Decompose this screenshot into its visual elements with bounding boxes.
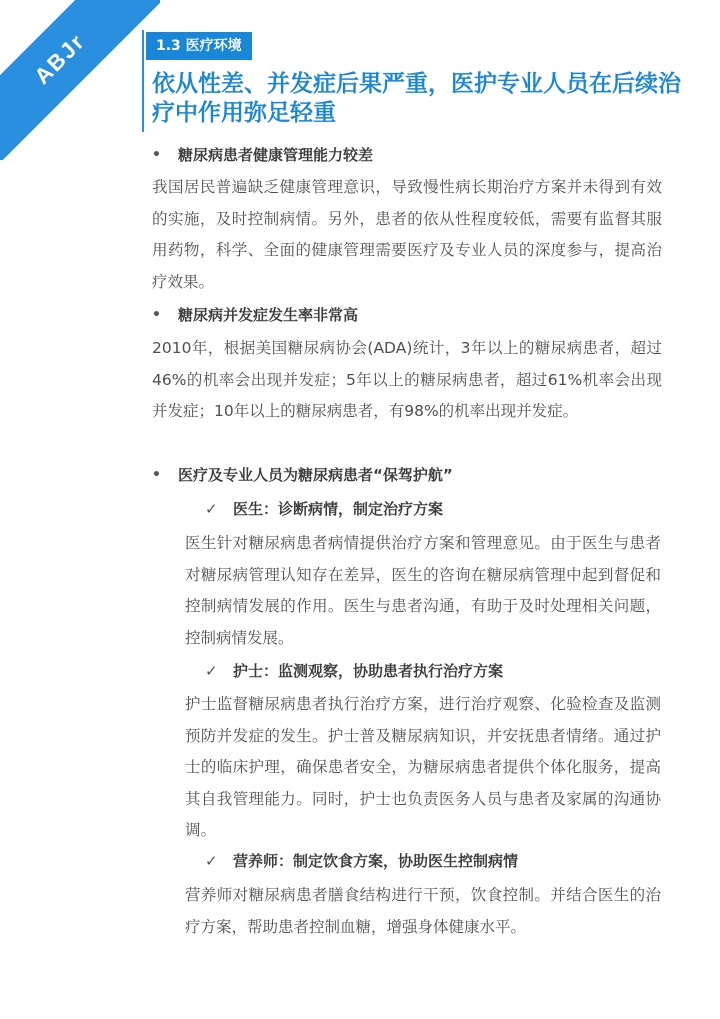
bullet-icon: • [152,466,161,483]
bullet-heading-text: 糖尿病并发症发生率非常高 [178,306,359,324]
bullet-heading-2 [152,304,358,325]
sub-heading-nurse [205,660,503,681]
corner-ribbon [0,0,160,160]
paragraph-2: 2010年，根据美国糖尿病协会(ADA)统计，3年以上的糖尿病患者，超过46%的机率会出现并发症；5年以上的糖尿病患者，超过61%机率会出现并发症；10年以上的糖尿病患者，有98%的机率出现并发症。 [152,339,662,420]
paragraph-nurse: 护士监督糖尿病患者执行治疗方案，进行治疗观察、化验检查及监测预防并发症的发生。护士普及糖尿病知识，并安抚患者情绪。通过护士的临床护理，确保患者安全，为糖尿病患者提供个体化服务，提高其自我管理能力。同时，护士也负责医务人员与患者及家属的沟通协调。 [185,695,661,839]
bullet-icon: • [152,306,161,323]
sub-heading-dietitian [205,850,518,871]
paragraph-1: 我国居民普遍缺乏健康管理意识，导致慢性病长期治疗方案并未得到有效的实施，及时控制病情。另外，患者的依从性程度较低，需要有监督其服用药物，科学、全面的健康管理需要医疗及专业人员的深度参与，提高治疗效果。 [152,178,662,291]
bullet-heading-text: 医疗及专业人员为糖尿病患者“保驾护航” [178,466,453,484]
check-icon: ✓ [205,499,218,518]
bullet-icon: • [152,146,161,163]
section-tag: 1.3 医疗环境 [146,32,252,60]
title-accent-bar [142,30,144,132]
paragraph-dietitian: 营养师对糖尿病患者膳食结构进行干预，饮食控制。并结合医生的治疗方案，帮助患者控制血糖，增强身体健康水平。 [185,886,661,936]
paragraph-doctor: 医生针对糖尿病患者病情提供治疗方案和管理意见。由于医生与患者对糖尿病管理认知存在差异，医生的咨询在糖尿病管理中起到督促和控制病情发展的作用。医生与患者沟通，有助于及时处理相关问题，控制病情发展。 [185,534,661,647]
ribbon-logo [0,0,160,160]
check-icon: ✓ [205,851,218,870]
bullet-heading-text: 糖尿病患者健康管理能力较差 [178,146,374,164]
sub-heading-text: 医生：诊断病情，制定治疗方案 [233,500,444,518]
sub-heading-text: 营养师：制定饮食方案，协助医生控制病情 [233,852,519,870]
sub-heading-doctor [205,498,443,519]
page-title: 依从性差、并发症后果严重，医护专业人员在后续治疗中作用弥足轻重 [152,71,681,126]
bullet-heading-3 [152,464,453,485]
sub-heading-text: 护士：监测观察，协助患者执行治疗方案 [233,662,504,680]
bullet-heading-1 [152,144,373,165]
check-icon: ✓ [205,661,218,680]
ribbon-label: ABJr [29,28,90,89]
